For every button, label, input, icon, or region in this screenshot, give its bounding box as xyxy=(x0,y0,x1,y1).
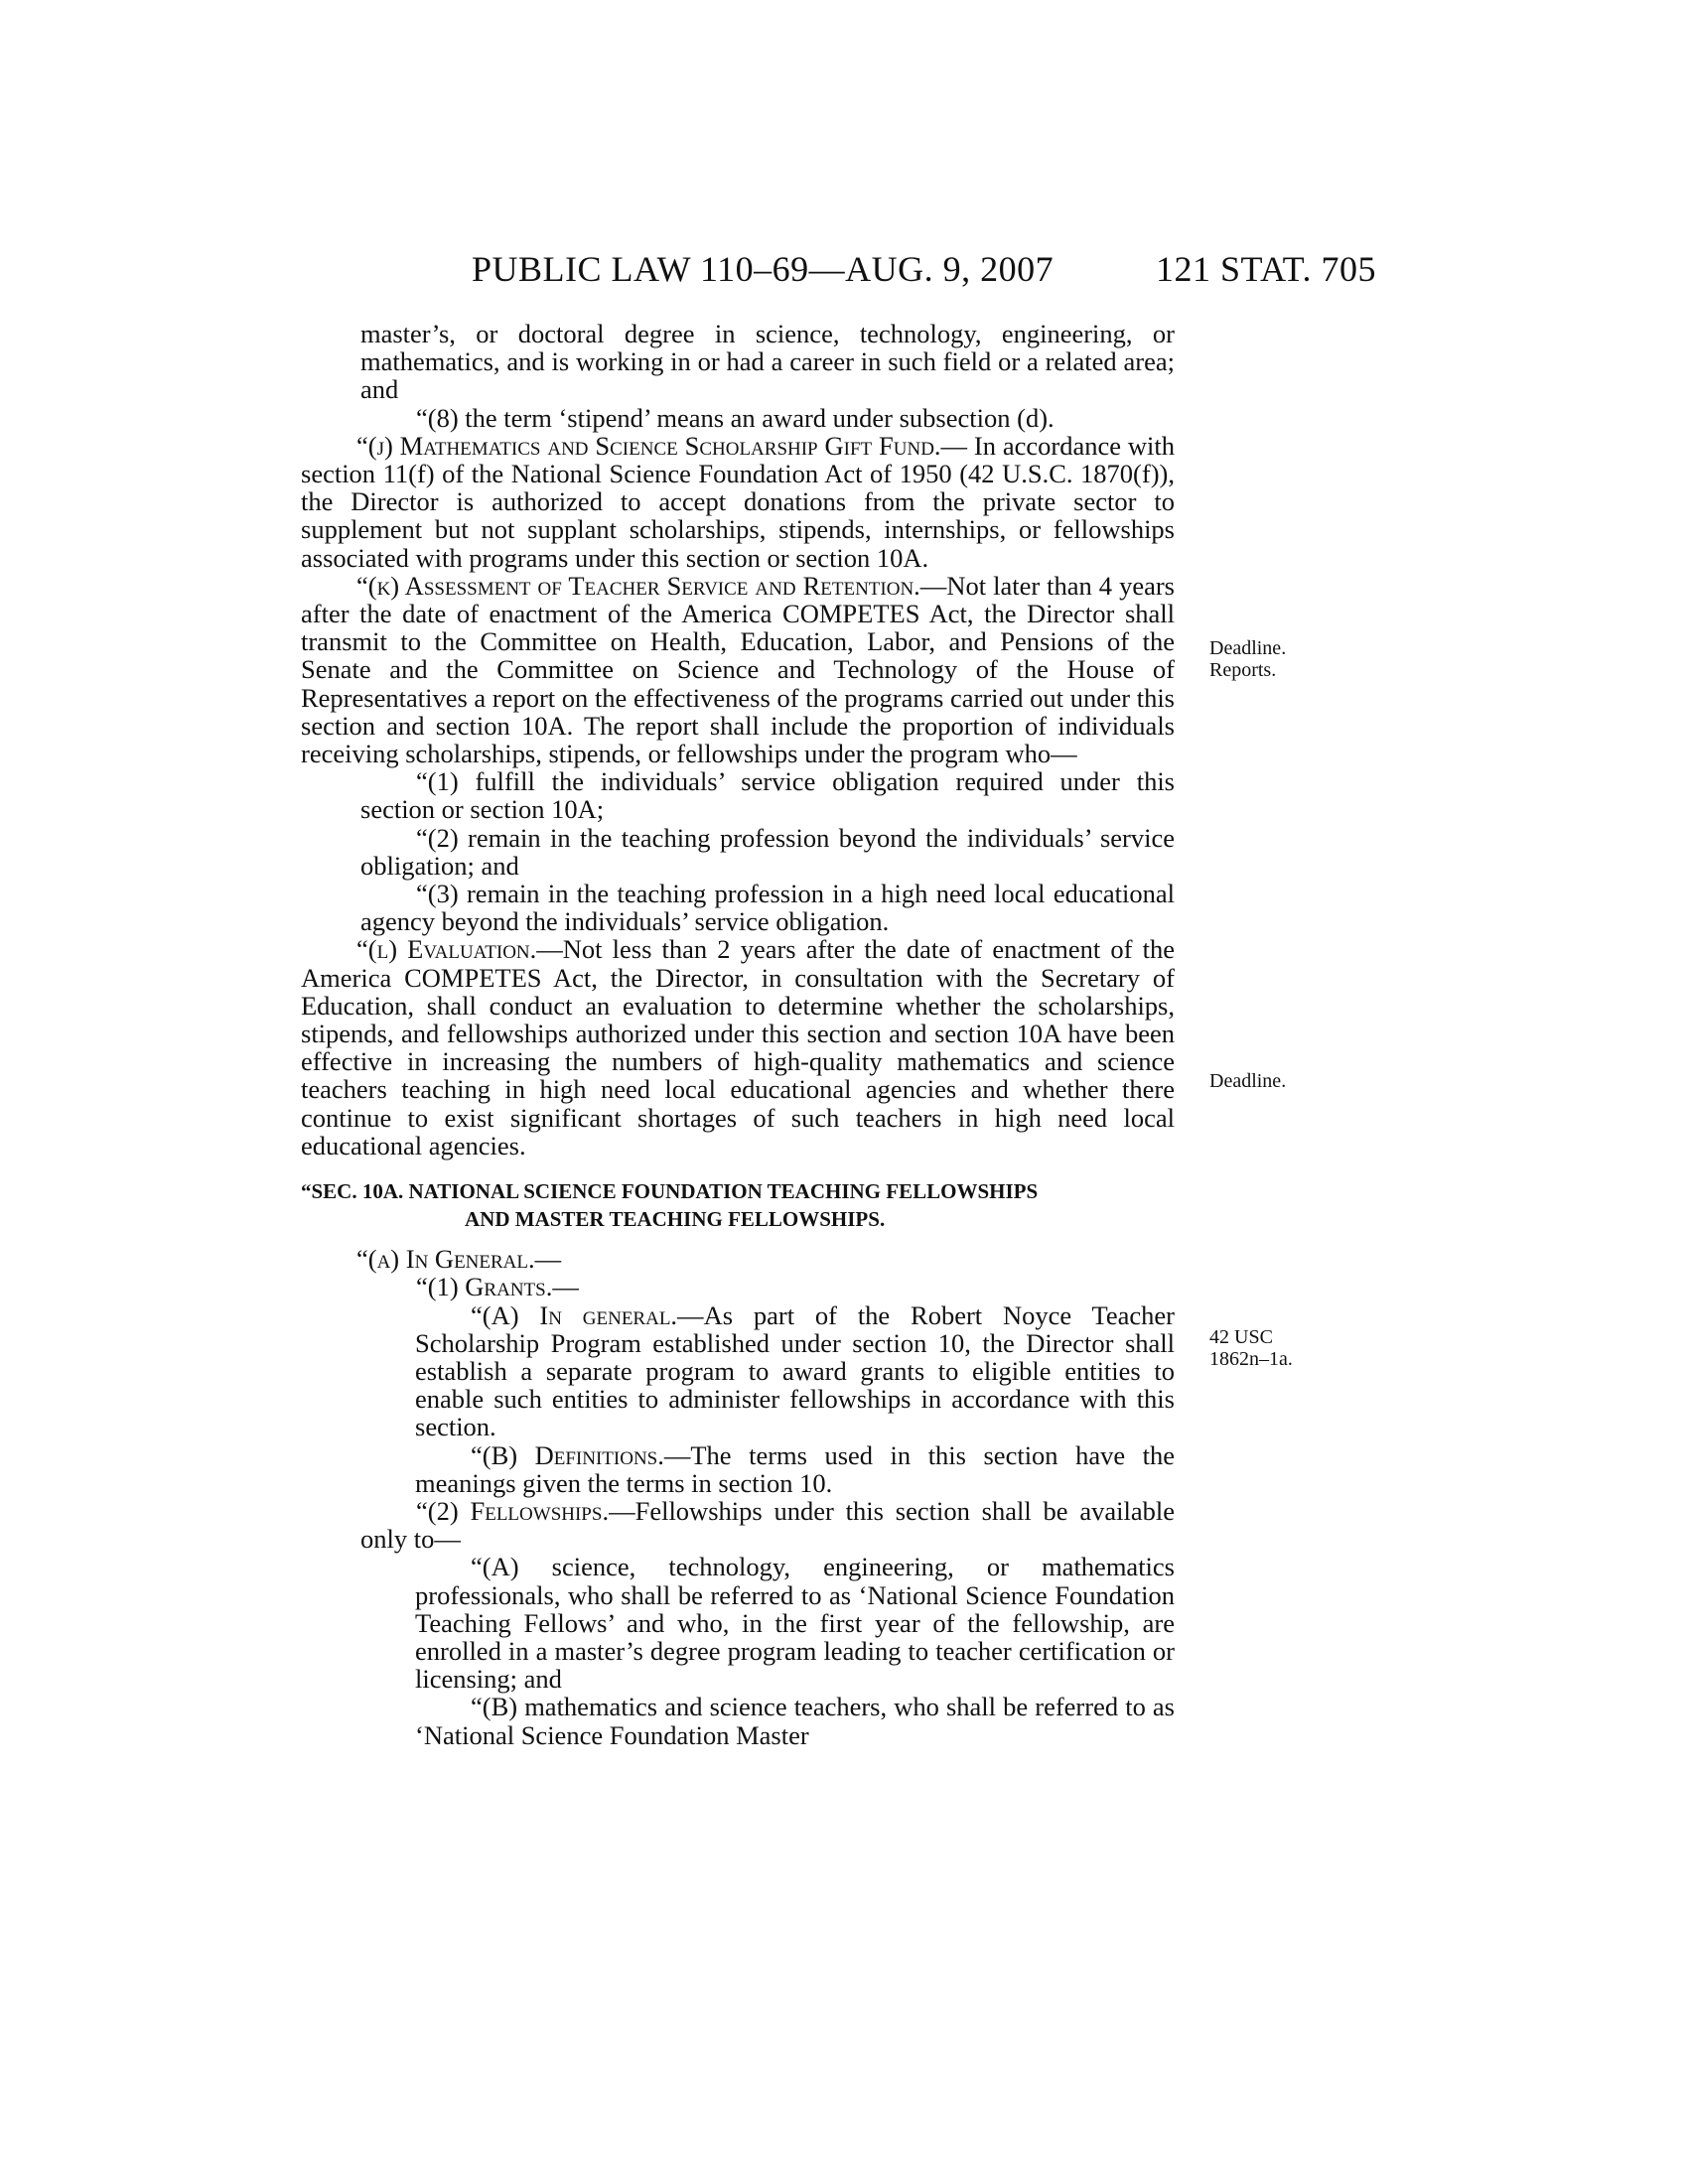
paragraph-a-1-heading xyxy=(301,1273,1175,1300)
paragraph-a-2-A: “(A) science, technology, engineering, or mathematics professionals, who shall be referred to as ‘National Science Foundation Teaching Fellows’ and who, in the first year of the fellowship, are enrolled in a master’s degree program leading to teacher certification or licensing; and xyxy=(415,1552,1175,1695)
running-header-stat-page: 121 STAT. 705 xyxy=(1156,249,1376,289)
paragraph-a-1-A xyxy=(301,1301,1175,1441)
paragraph-item-8: “(8) the term ‘stipend’ means an award under subsection (d). xyxy=(416,402,1055,433)
paragraph-a-2-heading: “(2) Fellowships.— xyxy=(416,1495,635,1526)
subsection-a-heading-text: “(a) In General.— xyxy=(356,1244,562,1275)
margin-note-usc-line-2: 1862n–1a. xyxy=(1209,1348,1293,1370)
paragraph-a-1-B xyxy=(301,1441,1175,1497)
subsection-j xyxy=(301,432,1175,572)
subsection-k-heading: “(k) Assessment of Teacher Service and Retention.— xyxy=(356,570,947,601)
subsection-a-heading xyxy=(301,1245,1175,1273)
running-header-title: PUBLIC LAW 110–69—AUG. 9, 2007 xyxy=(472,249,1055,289)
subsection-l-text: Not less than 2 years after the date of enactment of the America COMPETES Act, the Director, in consultation with the Secretary of Education, shall conduct an evaluation to determine whether the scholarships, stipends, and fellowships authorized under this section and section 10A have been effective in increasing the numbers of high-quality mathematics and science teachers teaching in high need local educational agencies and whether there continue to exist significant shortages of such teachers in high need local educational agencies. xyxy=(301,934,1175,1160)
section-heading-line-2: AND MASTER TEACHING FELLOWSHIPS. xyxy=(465,1207,886,1232)
margin-note-l-deadline: Deadline. xyxy=(1209,1070,1287,1092)
paragraph-a-1-A-heading: “(A) In general.— xyxy=(471,1299,704,1330)
subsection-j-text: In accordance with section 11(f) of the National Science Foundation Act of 1950 (42 U.S.C. 1870(f)), the Director is authorized to accept donations from the private sector to supplement but not supplant scholarships, stipends, internships, or fellowships associated with programs under this section or section 10A. xyxy=(301,430,1175,573)
section-heading-line-1: “SEC. 10A. NATIONAL SCIENCE FOUNDATION TEACHING FELLOWSHIPS xyxy=(301,1179,1039,1204)
paragraph-a-1-B-heading: “(B) Definitions.— xyxy=(471,1439,691,1470)
margin-note-usc-line-1: 42 USC xyxy=(1209,1326,1273,1348)
paragraph-a-1-B-text: The terms used in this section have the meanings given the terms in section 10. xyxy=(415,1439,1175,1498)
paragraph-continuation: master’s, or doctoral degree in science, technology, engineering, or mathematics, and is working in or had a career in such field or a related area; and xyxy=(360,319,1175,405)
section-heading-10a xyxy=(301,1177,1175,1233)
subsection-l xyxy=(301,935,1175,1160)
paragraph-k-1: “(1) fulfill the individuals’ service obligation required under this section or section 10A; xyxy=(360,766,1175,825)
main-text-column xyxy=(301,320,1175,1749)
subsection-k xyxy=(301,572,1175,767)
paragraph-a-2 xyxy=(301,1497,1175,1553)
paragraph-k-2: “(2) remain in the teaching profession beyond the individuals’ service obligation; and xyxy=(360,822,1175,881)
paragraph-a-2-B: “(B) mathematics and science teachers, who shall be referred to as ‘National Science Foundation Master xyxy=(415,1692,1175,1750)
paragraph-a-1-A-text: As part of the Robert Noyce Teacher Scholarship Program established under section 10, the Director shall establish a separate program to award grants to eligible entities to enable such entities to administer fellowships in accordance with this section. xyxy=(415,1299,1175,1442)
subsection-l-heading: “(l) Evaluation.— xyxy=(356,934,563,965)
margin-note-k-reports: Reports. xyxy=(1209,659,1277,681)
subsection-j-heading: “(j) Mathematics and Science Scholarship Gift Fund.— xyxy=(356,430,968,461)
paragraph-a-1-heading-text: “(1) Grants.— xyxy=(416,1272,579,1302)
subsection-k-text: Not later than 4 years after the date of enactment of the America COMPETES Act, the Director shall transmit to the Committee on Health, Education, Labor, and Pensions of the Senate and the Committee on Science and Technology of the House of Representatives a report on the effectiveness of the programs carried out under this section and section 10A. The report shall include the proportion of individuals receiving scholarships, stipends, or fellowships under the program who— xyxy=(301,570,1175,769)
paragraph-a-2-text: Fellowships under this section shall be available only to— xyxy=(360,1495,1176,1555)
margin-note-k-deadline: Deadline. xyxy=(1209,637,1287,659)
paragraph-k-3: “(3) remain in the teaching profession in a high need local educational agency beyond the individuals’ service obligation. xyxy=(360,879,1175,937)
